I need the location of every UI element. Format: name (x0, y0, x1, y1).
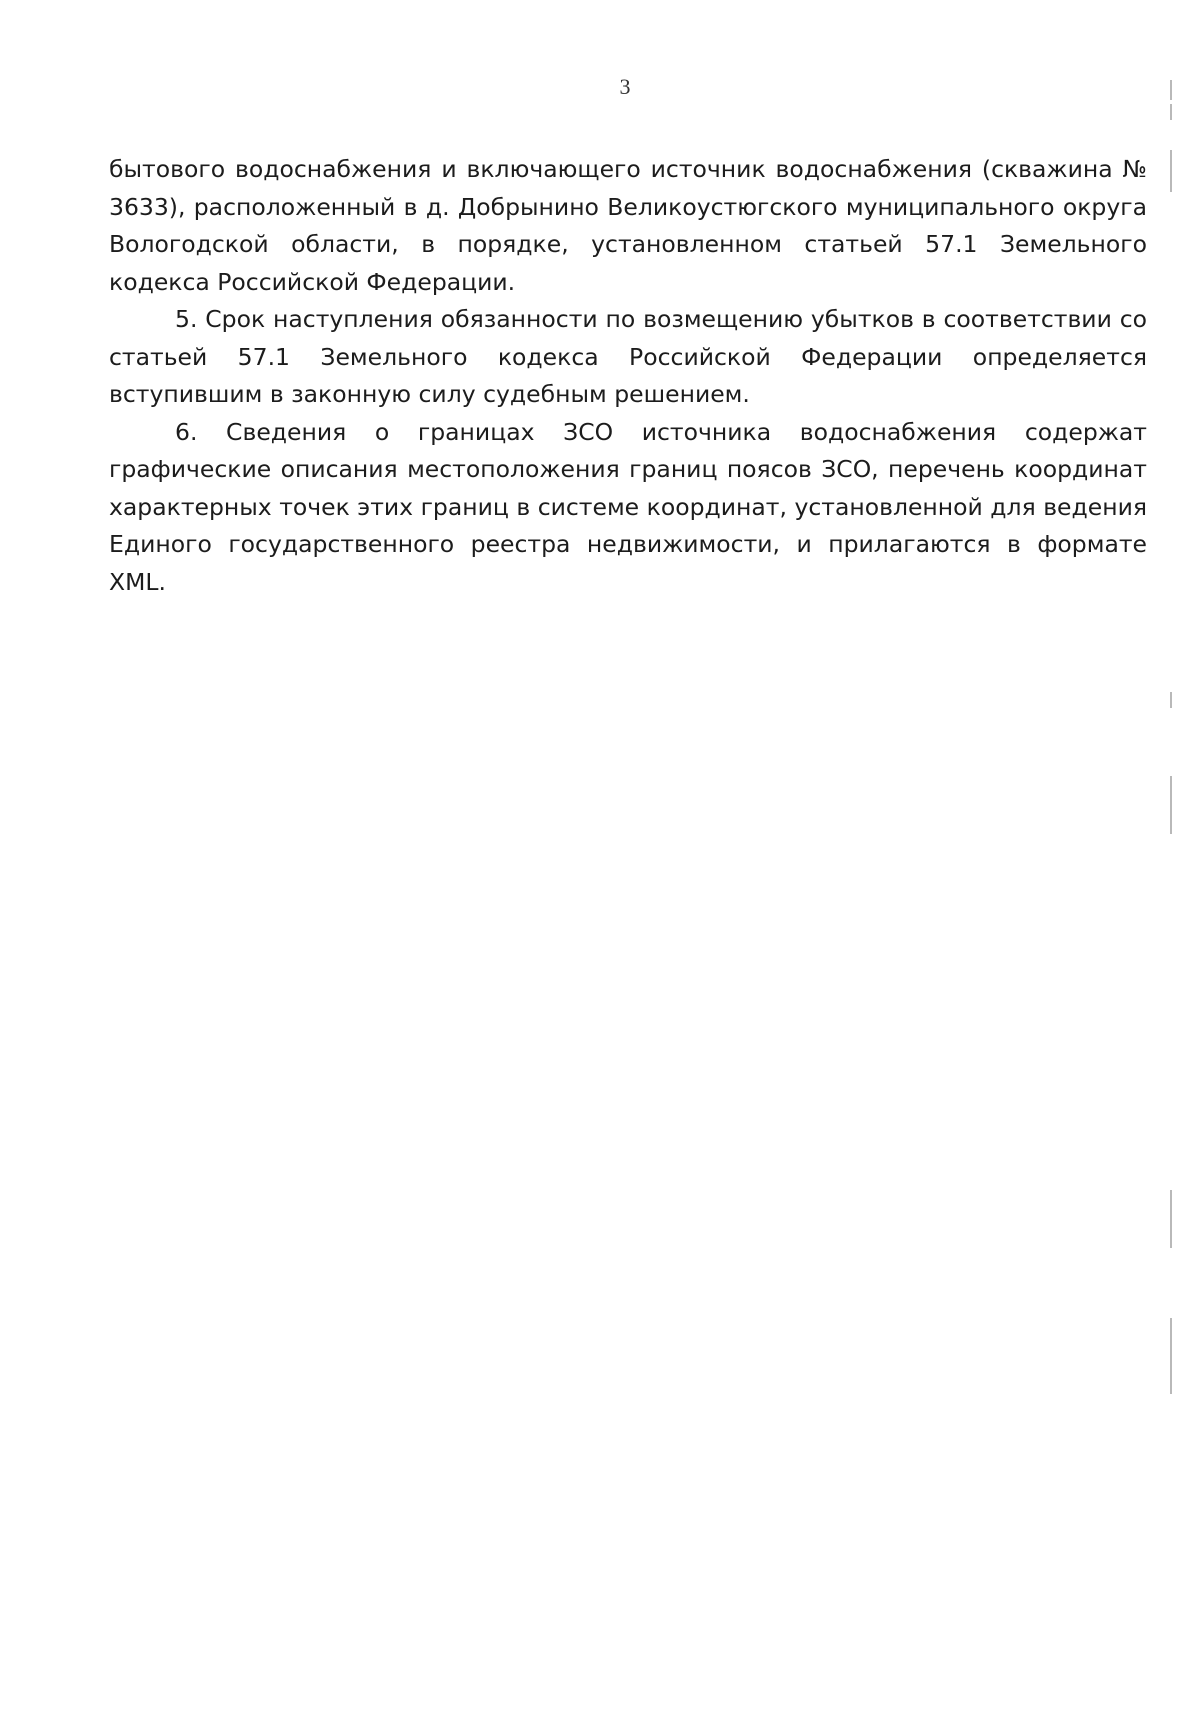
page-number: 3 (619, 74, 631, 99)
scan-artifact (1170, 104, 1172, 120)
scan-artifact (1170, 1190, 1172, 1248)
scan-artifact (1170, 1318, 1172, 1394)
scan-artifact (1170, 80, 1172, 100)
scan-artifact (1170, 776, 1172, 834)
paragraph-5: 5. Срок наступления обязанности по возмещению убытков в соответствии со статьей 57.1 Земельного кодекса Российской Федерации определяется вступившим в законную силу судебным решением. (109, 305, 1147, 408)
paragraph-continuation: бытового водоснабжения и включающего источник водоснабжения (скважина № 3633), расположенный в д. Добрынино Великоустюгского муниципального округа Вологодской области, в порядке, установленном статьей 57.1 Земельного кодекса Российской Федерации. (109, 155, 1147, 296)
scan-artifact (1170, 692, 1172, 708)
document-body (109, 151, 1147, 601)
paragraph-6: 6. Сведения о границах ЗСО источника водоснабжения содержат графические описания местоположения границ поясов ЗСО, перечень координат характерных точек этих границ в системе координат, установленной для ведения Единого государственного реестра недвижимости, и прилагаются в формате XML. (109, 417, 1147, 596)
scan-artifact (1170, 150, 1172, 192)
